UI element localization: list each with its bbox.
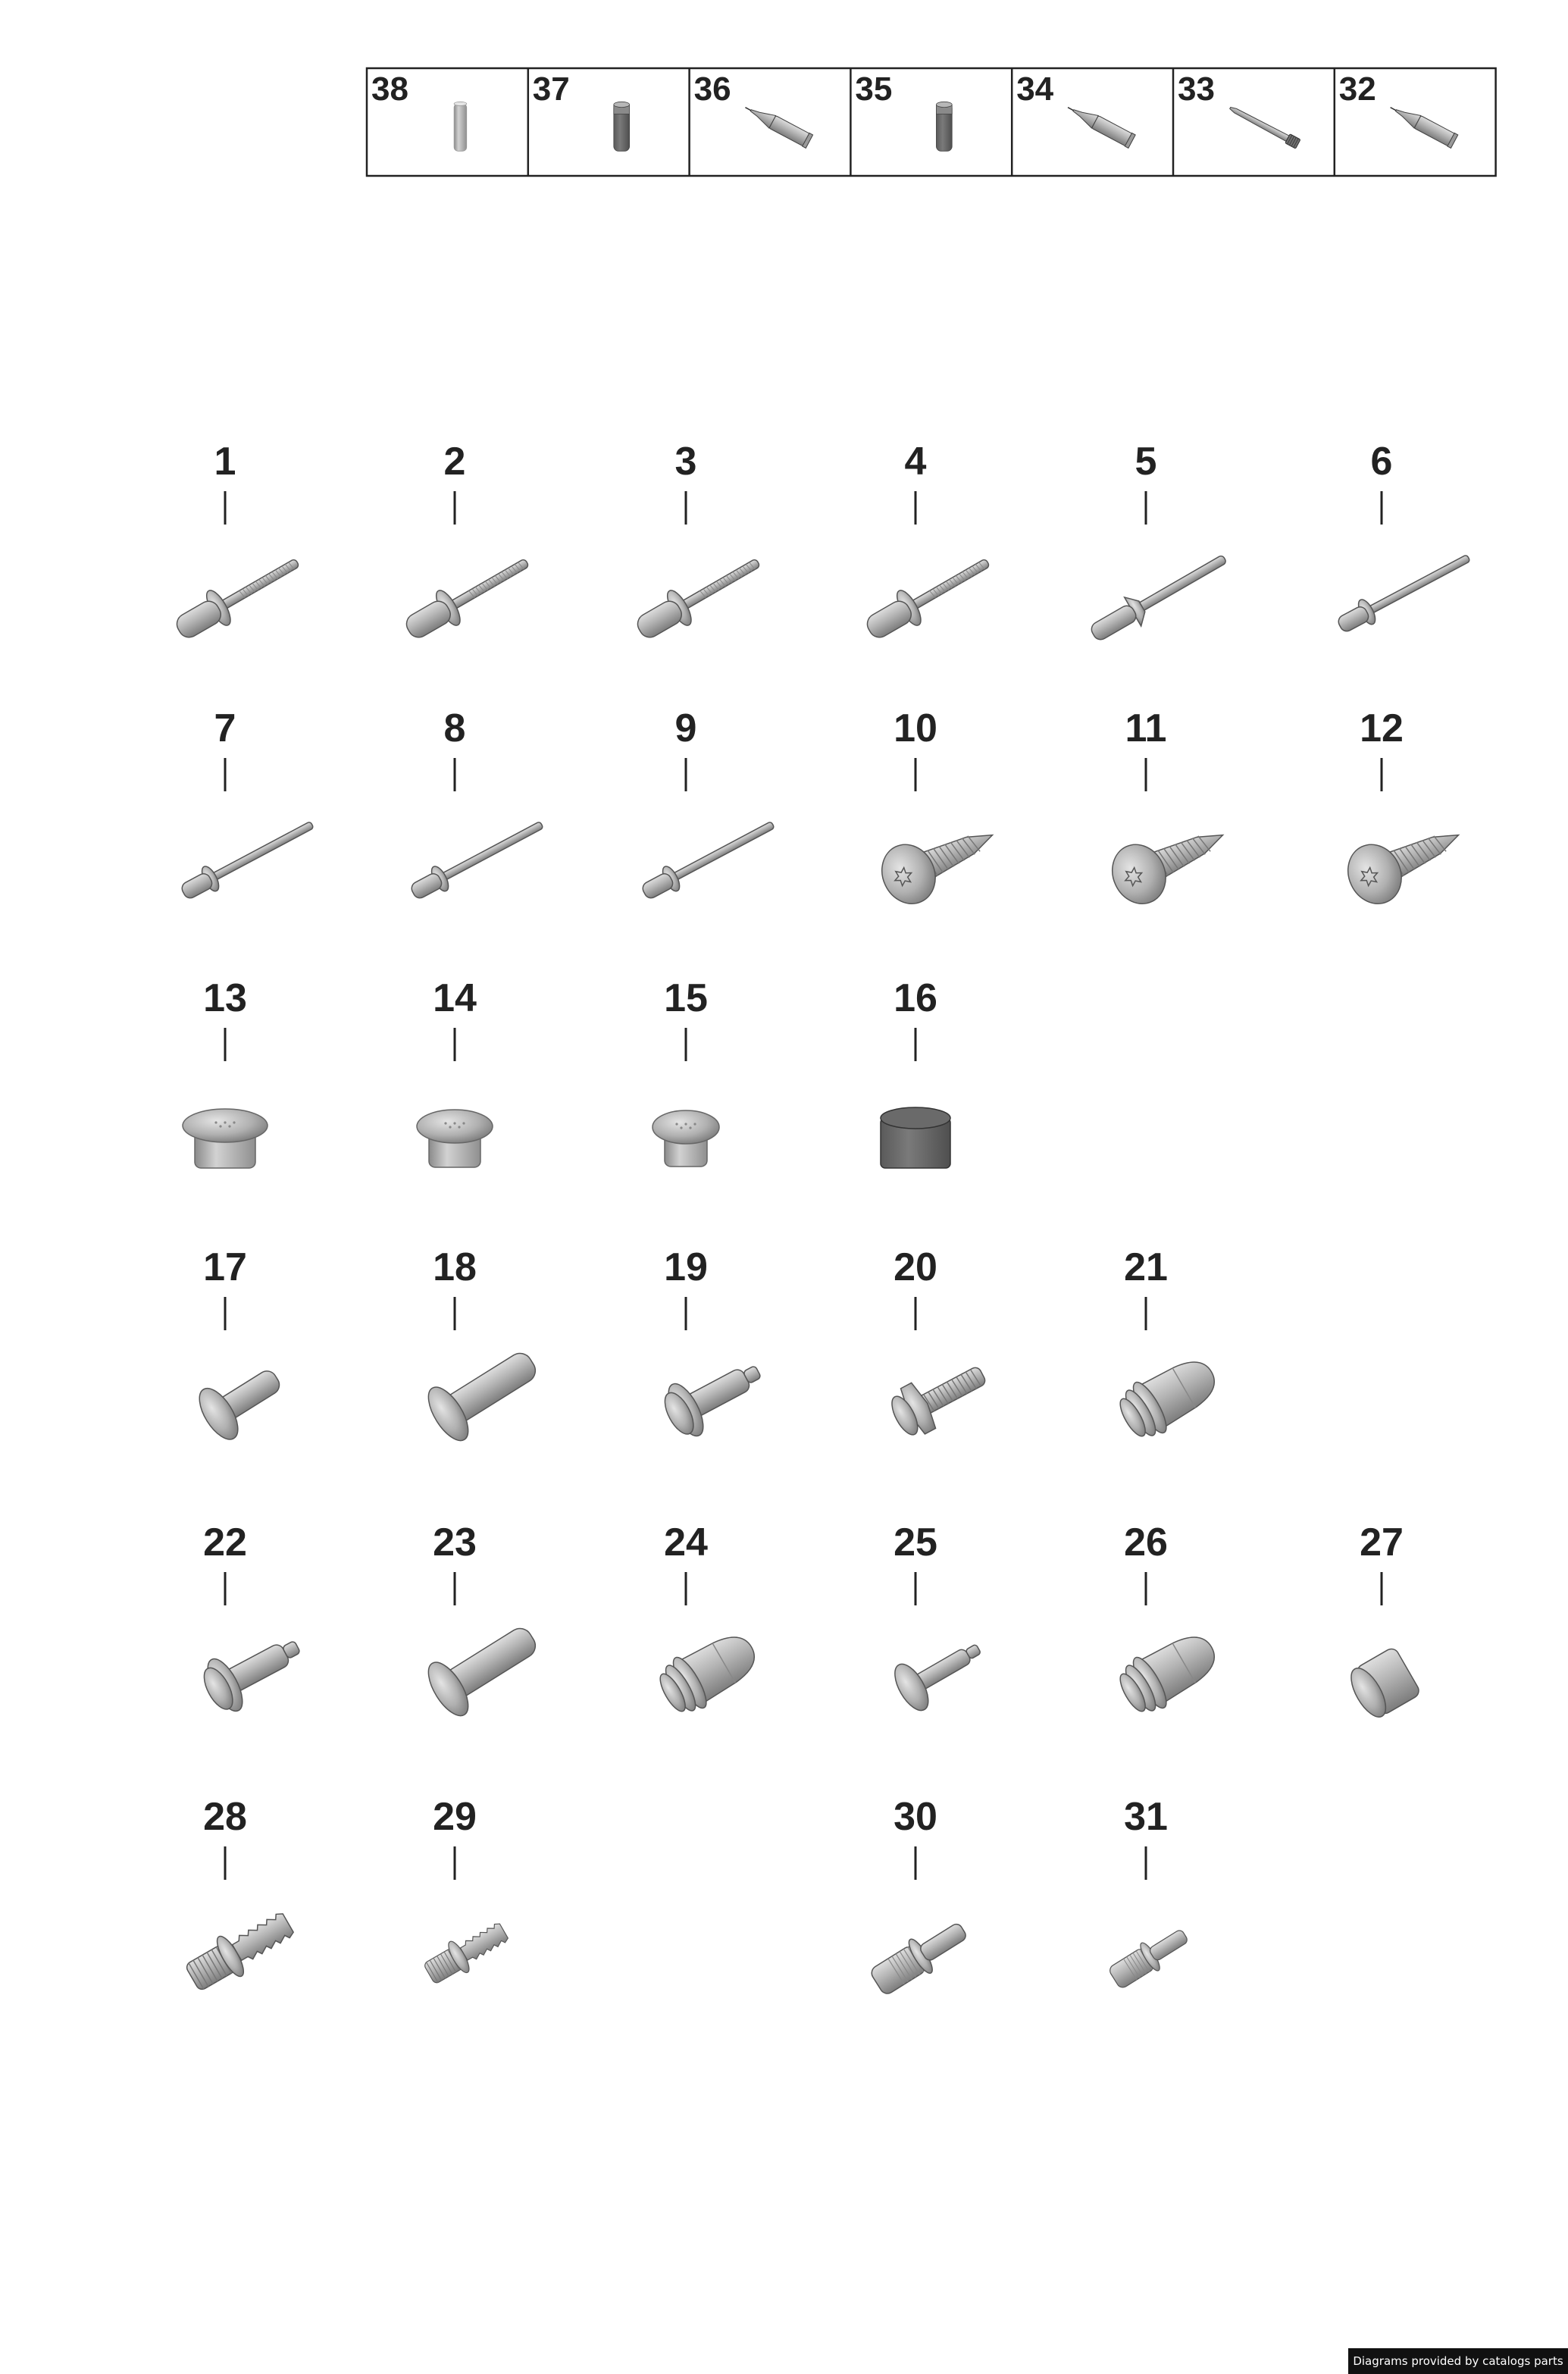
part-15-cap-small-icon [653, 1110, 719, 1167]
part-callout-label: 27 [1360, 1521, 1404, 1564]
part-callout-2 [399, 440, 537, 648]
part-17-pin-short-icon [192, 1353, 292, 1445]
part-callout-22 [196, 1521, 311, 1719]
part-callout-label: 22 [203, 1521, 247, 1564]
part-20-threaded-stud-icon [884, 1351, 994, 1442]
part-callout-10 [872, 706, 1005, 913]
part-callout-15 [653, 976, 719, 1167]
part-12-torx-screw-icon [1338, 807, 1471, 912]
part-callout-label: 26 [1124, 1521, 1168, 1564]
parts-grid [169, 440, 1475, 2000]
part-callout-18 [421, 1245, 548, 1447]
part-callout-21 [1112, 1245, 1226, 1446]
header-callout-label: 36 [693, 70, 731, 108]
header-callout-label: 37 [532, 70, 570, 108]
part-2-rivet-icon [399, 545, 537, 647]
part-callout-label: 20 [894, 1245, 937, 1289]
part-14-cap-medium-icon [417, 1110, 493, 1167]
part-callout-30 [866, 1795, 973, 2000]
part-callout-6 [1334, 440, 1475, 638]
part-callout-17 [192, 1245, 292, 1445]
part-callout-label: 13 [203, 976, 247, 1020]
part-callout-29 [421, 1795, 513, 1990]
part-callout-label: 15 [664, 976, 708, 1020]
part-callout-28 [181, 1795, 299, 1998]
part-callout-20 [884, 1245, 994, 1442]
part-callout-label: 5 [1135, 440, 1157, 484]
part-11-torx-screw-icon [1103, 807, 1235, 912]
part-callout-label: 16 [894, 976, 937, 1020]
header-row [367, 68, 1496, 176]
part-6-rivet-long-icon [1334, 546, 1475, 638]
part-29-christmas-tree-stud-slim-icon [421, 1915, 513, 1989]
part-callout-label: 3 [674, 440, 697, 484]
part-19-flange-bolt-icon [656, 1346, 771, 1444]
part-1-rivet-icon [169, 545, 307, 647]
part-callout-label: 30 [894, 1795, 937, 1839]
part-22-flange-bolt-icon [196, 1621, 311, 1719]
part-callout-label: 7 [214, 706, 236, 750]
header-callout-label: 33 [1178, 70, 1215, 108]
part-8-rivet-long-icon [407, 813, 548, 905]
part-callout-5 [1085, 440, 1233, 649]
part-13-cap-large-icon [183, 1109, 268, 1168]
part-callout-16 [881, 976, 950, 1168]
part-28-christmas-tree-stud-icon [181, 1903, 299, 1998]
part-callout-label: 6 [1370, 440, 1393, 484]
part-callout-label: 2 [443, 440, 466, 484]
part-callout-label: 17 [203, 1245, 247, 1289]
part-30-knurled-stud-icon [866, 1913, 973, 2000]
part-5-rivet-flat-icon [1085, 544, 1233, 649]
part-callout-label: 31 [1124, 1795, 1168, 1839]
header-callout-label: 35 [855, 70, 893, 108]
header-callout-label: 34 [1016, 70, 1054, 108]
part-callout-label: 23 [433, 1521, 477, 1564]
part-callout-7 [177, 706, 318, 905]
part-callout-25 [888, 1521, 991, 1715]
part-callout-label: 10 [894, 706, 937, 750]
credit-badge: Diagrams provided by catalogs parts [1348, 2348, 1568, 2374]
part-10-torx-screw-icon [872, 807, 1005, 912]
part-callout-label: 9 [674, 706, 697, 750]
part-4-rivet-icon [859, 545, 997, 647]
part-callout-8 [407, 706, 548, 905]
part-callout-9 [638, 706, 779, 905]
part-callout-1 [169, 440, 307, 648]
part-7-rivet-long-icon [177, 813, 318, 905]
part-callout-label: 29 [433, 1795, 477, 1839]
header-callout-label: 32 [1338, 70, 1376, 108]
part-callout-label: 4 [904, 440, 927, 484]
part-callout-label: 14 [433, 976, 477, 1020]
part-callout-19 [656, 1245, 771, 1444]
part-callout-label: 24 [664, 1521, 708, 1564]
part-23-pin-long-icon [421, 1611, 548, 1721]
part-37-sleeve-icon [614, 102, 630, 151]
part-callout-3 [630, 440, 768, 648]
part-callout-label: 12 [1360, 706, 1404, 750]
part-18-pin-long-icon [421, 1336, 548, 1446]
part-callout-26 [1112, 1521, 1226, 1721]
part-callout-label: 1 [214, 440, 236, 484]
part-callout-label: 18 [433, 1245, 477, 1289]
part-16-cylinder-dark-icon [881, 1107, 950, 1168]
header-callout-label: 38 [371, 70, 408, 108]
part-callout-23 [421, 1521, 548, 1722]
part-callout-4 [859, 440, 997, 648]
part-callout-14 [417, 976, 493, 1167]
part-38-tube-icon [454, 102, 467, 151]
part-3-rivet-icon [630, 545, 768, 647]
part-callout-label: 11 [1125, 706, 1167, 750]
part-callout-label: 19 [664, 1245, 708, 1289]
part-21-acorn-nut-icon [1112, 1347, 1226, 1446]
part-callout-label: 28 [203, 1795, 247, 1839]
part-callout-label: 25 [894, 1521, 937, 1564]
part-callout-12 [1338, 706, 1471, 913]
part-26-acorn-nut-icon [1112, 1622, 1226, 1721]
part-24-acorn-nut-icon [652, 1622, 766, 1721]
part-callout-label: 8 [443, 706, 466, 750]
part-callout-label: 21 [1124, 1245, 1168, 1289]
part-27-bushing-icon [1344, 1646, 1422, 1722]
part-35-sleeve-icon [936, 102, 952, 151]
part-callout-11 [1103, 706, 1235, 913]
part-callout-13 [183, 976, 268, 1168]
part-callout-24 [652, 1521, 766, 1721]
part-callout-27 [1344, 1521, 1422, 1722]
part-callout-31 [1106, 1795, 1194, 1993]
part-9-rivet-long-icon [638, 813, 779, 905]
part-25-flange-bolt-slim-icon [888, 1627, 991, 1716]
part-31-knurled-stud-slim-icon [1106, 1921, 1194, 1993]
